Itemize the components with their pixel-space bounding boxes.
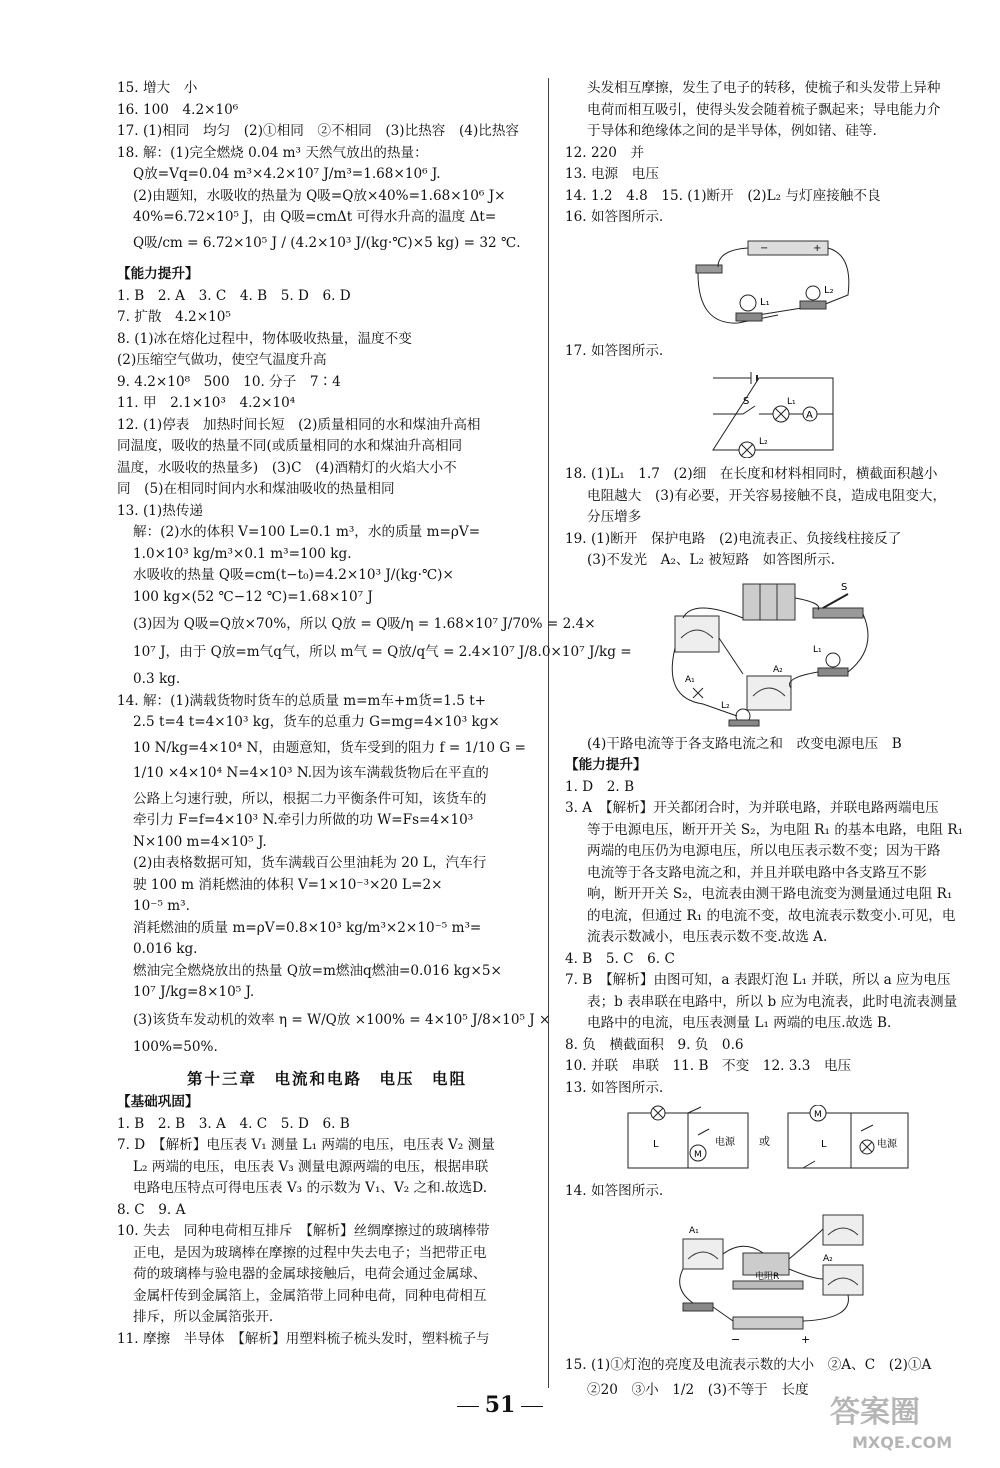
l1-label: L₁	[759, 296, 770, 308]
text-line: 16. 如答图所示.	[565, 209, 664, 225]
svg-text:+: +	[812, 242, 821, 254]
right-column	[565, 78, 980, 1402]
text-line: 14. 1.2 4.8 15. (1)断开 (2)L₂ 与灯座接触不良	[565, 187, 881, 204]
text-line: 16. 100 4.2×10⁶	[117, 101, 239, 118]
text-line: 17. (1)相同 均匀 (2)①相同 ②不相同 (3)比热容 (4)比热容	[117, 123, 520, 139]
text-line: 18. (1)L₁ 1.7 (2)细 在长度和材料相同时，横截面积越小	[565, 466, 938, 482]
text-line: 1. B 2. A 3. C 4. B 5. D 6. D	[117, 287, 351, 304]
text-line: L₂ 两端的电压，电压表 V₃ 测量电源两端的电压，根据串联	[133, 1158, 489, 1175]
text-line: 排斥，所以金属箔张开.	[133, 1309, 274, 1325]
motor-label-2: M	[813, 1110, 822, 1120]
ammeter-label: A	[805, 410, 813, 421]
text-line: 100%=50%.	[133, 1039, 218, 1055]
text-line: 4. B 5. C 6. C	[565, 950, 675, 967]
circuit-figure-16	[688, 235, 858, 335]
text-line: 金属杆传到金属箔上，金属箔带上同种电荷，同种电荷相互	[133, 1287, 487, 1304]
text-line: 分压增多	[587, 509, 642, 525]
text-line: 12. (1)停表 加热时间长短 (2)质量相同的水和煤油升高相	[117, 416, 481, 433]
svg-text:−: −	[759, 242, 768, 254]
text-line: 水吸收的热量 Q吸=cm(t−t₀)=4.2×10³ J/(kg·℃)×	[133, 567, 454, 583]
text-line: 温度，水吸收的热量多) (3)C (4)酒精灯的火焰大小不	[117, 459, 457, 476]
text-line: 1.0×10³ kg/m³×0.1 m³=100 kg.	[133, 545, 352, 562]
text-line: 燃油完全燃烧放出的热量 Q放=m燃油q燃油=0.016 kg×5×	[133, 962, 502, 979]
source-label: 电源	[714, 1137, 735, 1148]
text-line: 荷的玻璃棒与验电器的金属球接触后，电荷会通过金属球、	[133, 1266, 487, 1282]
text-line: 14. 解：(1)满载货物时货车的总质量 m=m车+m货=1.5 t+	[117, 692, 487, 709]
text-line: 消耗燃油的质量 m=ρV=0.8×10³ kg/m³×2×10⁻⁵ m³=	[133, 919, 482, 936]
circuit-figure-19	[663, 578, 883, 728]
text-line: 9. 4.2×10⁸ 500 10. 分子 7∶4	[117, 373, 341, 390]
text-line: 正电，是因为玻璃棒在摩擦的过程中失去电子；当把带正电	[133, 1244, 487, 1261]
text-line: 1. B 2. B 3. A 4. C 5. D 6. B	[117, 1115, 350, 1132]
column-divider	[548, 78, 549, 1388]
formula-line: 10⁷ J，由于 Q放=m气q气，所以 m气 = Q放/q气 = 2.4×10⁷ J/8.0×10⁷ J/kg =	[133, 643, 632, 660]
text-line: 同温度，吸收的热量不同(或质量相同的水和煤油升高相同	[117, 438, 463, 454]
circuit-figure-14	[673, 1209, 873, 1349]
text-line: 公路上匀速行驶，所以，根据二力平衡条件可知，该货车的	[133, 790, 487, 807]
text-line: 10⁷ J/kg=8×10⁵ J.	[133, 984, 255, 1000]
resistor-label: 电阻R	[754, 1271, 779, 1282]
a1-label: A₁	[684, 674, 695, 685]
text-line: 12. 220 并	[565, 144, 645, 161]
text-line: 头发相互摩擦，发生了电子的转移，使梳子和头发带上异种	[587, 80, 941, 96]
text-line: ②20 ③小 1/2 (3)不等于 长度	[587, 1382, 809, 1398]
section-heading: 【基础巩固】	[117, 1094, 199, 1110]
l-label: L	[652, 1139, 659, 1150]
text-line: 0.016 kg.	[133, 941, 198, 957]
text-line: 驶 100 m 消耗燃油的体积 V=1×10⁻³×20 L=2×	[133, 876, 443, 893]
svg-text:答案圈: 答案圈	[830, 1395, 920, 1430]
text-line: 18. 解：(1)完全燃烧 0.04 m³ 天然气放出的热量：	[117, 144, 428, 161]
l1-label: L₁	[812, 644, 822, 655]
circuit-figure-13	[623, 1105, 923, 1175]
text-line: (2)由表格数据可知，货车满载百公里油耗为 20 L，汽车行	[133, 855, 487, 871]
text-line: 13. (1)热传递	[117, 502, 203, 519]
text-line: 8. C 9. A	[117, 1201, 186, 1218]
text-line: 牵引力 F=f=4×10³ N.牵引力所做的功 W=Fs=4×10³	[133, 812, 474, 828]
svg-text:MXQE.COM: MXQE.COM	[852, 1433, 953, 1452]
text-line: 13. 电源 电压	[565, 166, 659, 182]
formula-line: (3)该货车发动机的效率 η = W/Q放 ×100% = 4×10⁵ J/8×10⁵ J ×	[133, 1011, 551, 1028]
plus-label: +	[800, 1332, 810, 1346]
text-line: 8. 负 横截面积 9. 负 0.6	[565, 1036, 744, 1053]
formula-line: (3)因为 Q吸=Q放×70%，所以 Q放 = Q吸/η = 1.68×10⁷ J/70% = 2.4×	[133, 616, 596, 632]
text-line: 解：(2)水的体积 V=100 L=0.1 m³，水的质量 m=ρV=	[133, 524, 481, 540]
s-label: S	[840, 581, 847, 593]
text-line: 1. D 2. B	[565, 778, 635, 795]
text-line: 电路电压特点可得电压表 V₃ 的示数为 V₁、V₂ 之和.故选D.	[133, 1180, 488, 1196]
text-line: 电荷而相互吸引，使得头发会随着梳子飘起来；导电能力介	[587, 101, 941, 118]
text-line: (2)压缩空气做功，使空气温度升高	[117, 352, 327, 368]
text-line: 电流等于各支路电流之和，并且并联电路中各支路互不影	[587, 864, 927, 881]
l2-label: L₂	[823, 284, 834, 296]
l1-label: L₁	[786, 397, 796, 407]
text-line: N×100 m=4×10⁵ J.	[133, 833, 267, 850]
text-line: 7. D 【解析】电压表 V₁ 测量 L₁ 两端的电压，电压表 V₂ 测量	[117, 1137, 495, 1153]
watermark-logo	[822, 1386, 982, 1456]
text-line: 流表示数减小，电压表示数不变.故选 A.	[587, 929, 828, 945]
formula-line: Q吸/cm = 6.72×10⁵ J / (4.2×10³ J/(kg·℃)×5 kg) = 32 ℃.	[133, 234, 521, 251]
text-line: 等于电源电压，断开开关 S₂，为电阻 R₁ 的基本电路，电阻 R₁	[587, 821, 964, 838]
text-line: 于导体和绝缘体之间的是半导体，例如锗、硅等.	[587, 123, 877, 139]
text-line: 15. (1)①灯泡的亮度及电流表示数的大小 ②A、C (2)①A	[565, 1356, 932, 1373]
l2-label: L₂	[758, 437, 768, 447]
a2-label: A₂	[822, 1253, 833, 1264]
l-label-2: L	[820, 1139, 827, 1150]
formula-line: 1/10 ×4×10⁴ N=4×10³ N.因为该车满载货物后在平直的	[133, 765, 489, 781]
section-heading: 【能力提升】	[117, 266, 199, 282]
text-line: 7. B 【解析】由图可知，a 表跟灯泡 L₁ 并联，所以 a 应为电压	[565, 972, 951, 988]
text-line: 10⁻⁵ m³.	[133, 898, 190, 914]
text-line: 7. 扩散 4.2×10⁵	[117, 309, 231, 325]
text-line: 10. 并联 串联 11. B 不变 12. 3.3 电压	[565, 1058, 852, 1074]
text-line: 2.5 t=4 t=4×10³ kg，货车的总重力 G=mg=4×10³ kg×	[133, 714, 500, 730]
motor-label: M	[693, 1150, 702, 1160]
text-line: 的电流，但通过 R₁ 的电流不变，故电流表示数变小.可见，电	[587, 907, 956, 924]
text-line: 15. 增大 小	[117, 80, 198, 96]
text-line: 同 (5)在相同时间内水和煤油吸收的热量相同	[117, 481, 395, 497]
text-line: 0.3 kg.	[133, 671, 181, 687]
text-line: 10. 失去 同种电荷相互排斥 【解析】丝绸摩擦过的玻璃棒带	[117, 1223, 490, 1239]
text-line: 3. A 【解析】开关都闭合时，为并联电路，并联电路两端电压	[565, 800, 939, 816]
formula-line: 10 N/kg=4×10⁴ N，由题意知，货车受到的阻力 f = 1/10 G =	[133, 739, 526, 756]
text-line: 11. 摩擦 半导体 【解析】用塑料梳子梳头发时，塑料梳子与	[117, 1330, 490, 1347]
text-line: (3)不发光 A₂、L₂ 被短路 如答图所示.	[587, 552, 835, 568]
minus-label: −	[730, 1332, 740, 1346]
or-label: 或	[758, 1135, 770, 1148]
text-line: 17. 如答图所示.	[565, 342, 664, 359]
text-line: 电阻越大 (3)有必要，开关容易接触不良，造成电阻变大，	[587, 487, 947, 504]
text-line: (2)由题知，水吸收的热量为 Q吸=Q放×40%=1.68×10⁶ J×	[133, 187, 506, 204]
s-label: S	[742, 396, 749, 407]
chapter-title: 第十三章 电流和电路 电压 电阻	[186, 1069, 467, 1088]
section-heading: 【能力提升】	[565, 757, 647, 773]
text-line: 响，断开开关 S₂，电流表由测干路电流变为测量通过电阻 R₁	[587, 886, 953, 902]
text-line: Q放=Vq=0.04 m³×4.2×10⁷ J/m³=1.68×10⁶ J.	[133, 166, 441, 182]
text-line: 19. (1)断开 保护电路 (2)电流表正、负接线柱接反了	[565, 530, 902, 547]
a1-label: A₁	[688, 1225, 699, 1236]
circuit-figure-17	[703, 368, 843, 458]
text-line: 40%=6.72×10⁵ J，由 Q吸=cmΔt 可得水升高的温度 Δt=	[133, 209, 497, 225]
text-line: 100 kg×(52 ℃−12 ℃)=1.68×10⁷ J	[133, 588, 373, 605]
a2-label: A₂	[772, 664, 783, 675]
source-label-2: 电源	[876, 1139, 897, 1150]
text-line: 8. (1)冰在熔化过程中，物体吸收热量，温度不变	[117, 330, 412, 347]
text-line: 13. 如答图所示.	[565, 1079, 664, 1096]
page-number-text: 51	[484, 1392, 516, 1418]
text-line: 11. 甲 2.1×10³ 4.2×10⁴	[117, 395, 296, 411]
text-line: 两端的电压仍为电源电压，所以电压表示数不变；因为干路	[587, 843, 941, 859]
text-line: (4)干路电流等于各支路电流之和 改变电源电压 B	[587, 735, 902, 752]
text-line: 电路中的电流，电压表测量 L₁ 两端的电压.故选 B.	[587, 1015, 892, 1031]
l2-label: L₂	[720, 700, 730, 711]
text-line: 表；b 表串联在电路中，所以 b 应为电流表，此时电流表测量	[587, 993, 958, 1010]
text-line: 14. 如答图所示.	[565, 1183, 664, 1199]
